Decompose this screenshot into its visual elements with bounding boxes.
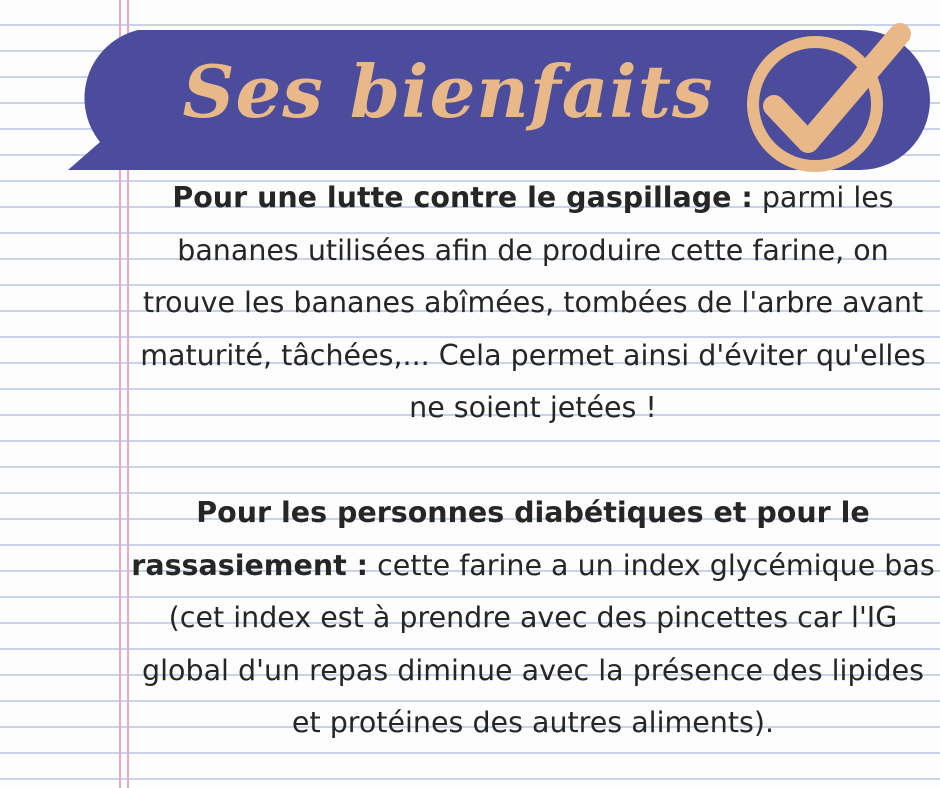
benefit-heading: Pour une lutte contre le gaspillage : (172, 181, 753, 214)
page-title: Ses bienfaits (182, 49, 714, 134)
check-circle-icon (730, 14, 920, 178)
benefit-body: parmi les bananes utilisées afin de produire cette farine, on trouve les bananes abîmées, tombées de l'arbre avant maturité, tâchées,... Cela permet ainsi d'éviter qu'elles ne soient jetées ! (140, 181, 926, 424)
benefits-text (130, 172, 936, 750)
benefit-body: cette farine a un index glycémique bas (cet index est à prendre avec des pincettes car l'IG global d'un repas diminue avec la présence des lipides et protéines des autres aliments). (142, 548, 935, 739)
benefit-paragraph (130, 487, 936, 750)
benefit-paragraph (130, 172, 936, 435)
benefit-heading: Pour les personnes diabétiques et pour le rassasiement : (131, 496, 870, 582)
